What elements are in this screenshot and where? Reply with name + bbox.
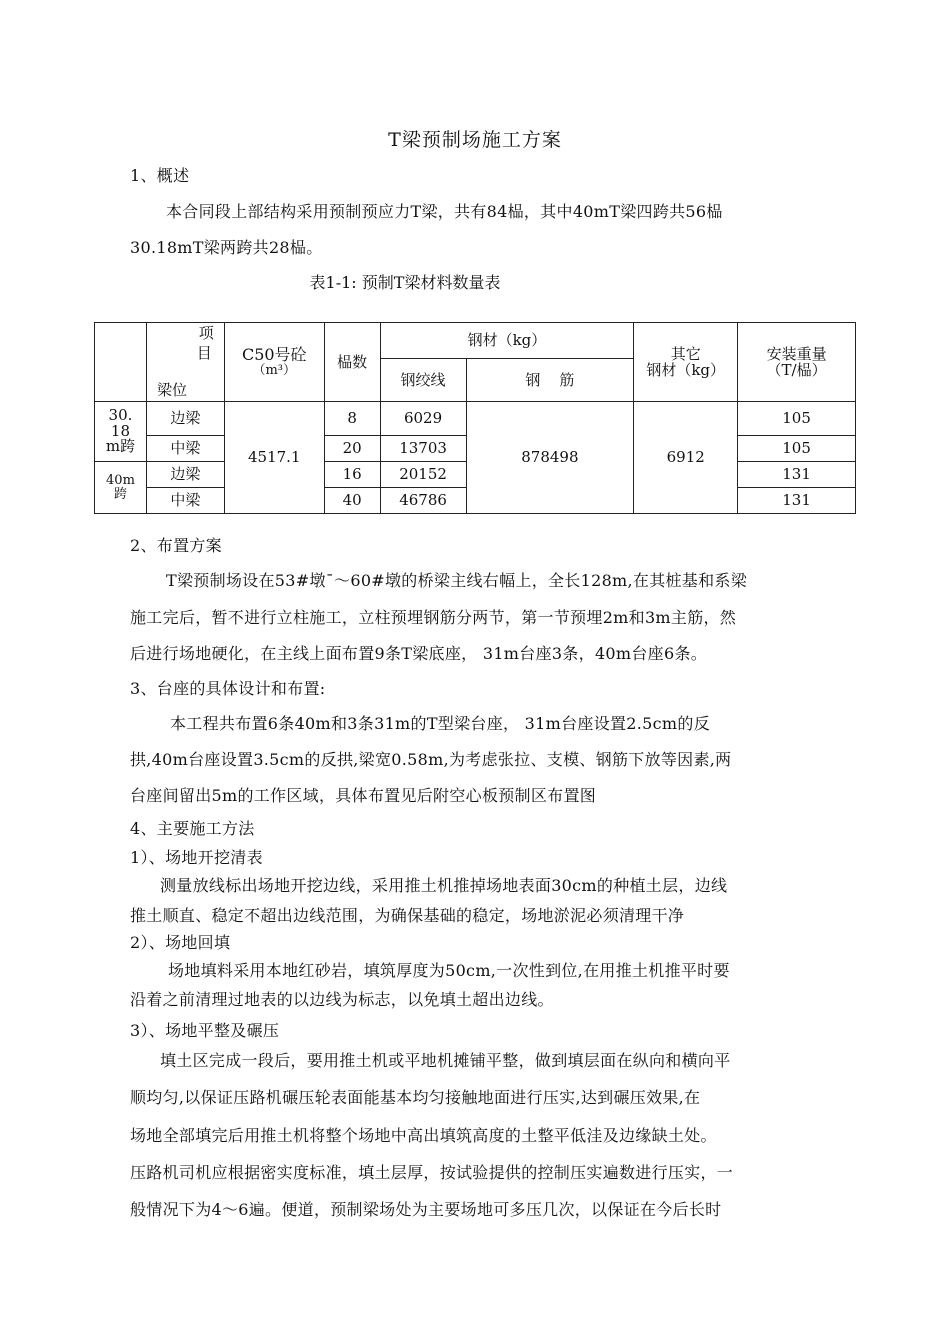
table-cell-position: 中梁 <box>146 436 224 462</box>
install-weight-label-1: 安装重量 <box>766 344 827 363</box>
span-40m-label: 40m跨 <box>106 472 135 502</box>
section3-line3: 台座间留出5m的工作区域，具体布置见后附空心板预制区布置图 <box>130 786 597 805</box>
table-cell-weight: 105 <box>738 436 856 462</box>
table-header-install-weight <box>738 323 856 402</box>
table-cell-other-total: 6912 <box>634 402 738 514</box>
subsection3-line5: 般情况下为4～6遍。便道，预制梁场处为主要场地可多压几次，以保证在今后长时 <box>130 1200 722 1219</box>
table-header-count: 榀数 <box>324 323 380 402</box>
table-span-40m <box>95 462 147 514</box>
table-header-rebar: 钢 筋 <box>466 359 634 402</box>
table-header-steel: 钢材（kg） <box>380 323 634 359</box>
subsection2-heading: 2）、场地回填 <box>130 933 231 952</box>
table-cell-position: 边梁 <box>146 402 224 436</box>
table-span-30m <box>95 402 147 462</box>
header-item-label: 项 <box>198 324 214 342</box>
subsection1-line2: 推土顺直、稳定不超出边线范围，为确保基础的稳定，场地淤泥必须清理干净 <box>130 906 685 925</box>
subsection3-line3: 场地全部填完后用推土机将整个场地中高出填筑高度的土整平低洼及边缘缺土处。 <box>130 1126 717 1145</box>
section1-paragraph-line1: 本合同段上部结构采用预制预应力T梁，共有84榀，其中40mT梁四跨共56榀 <box>166 202 723 221</box>
table-cell-weight: 131 <box>738 488 856 514</box>
table-caption: 表1-1: 预制T梁材料数量表 <box>309 273 501 292</box>
subsection2-line1: 场地填料采用本地红砂岩，填筑厚度为50cm,一次性到位,在用推土机推平时要 <box>168 961 730 980</box>
concrete-header-label: C50号砼 <box>241 345 307 365</box>
section2-heading: 2、布置方案 <box>130 536 222 555</box>
other-steel-label-2: 钢材（kg） <box>646 361 726 379</box>
table-cell-strand: 13703 <box>380 436 466 462</box>
section1-paragraph-line2: 30.18mT梁两跨共28榀。 <box>130 238 323 257</box>
table-header-strand: 钢绞线 <box>380 359 466 402</box>
table-cell-concrete-total: 4517.1 <box>224 402 324 514</box>
table-cell-position: 中梁 <box>146 488 224 514</box>
table-header-other-steel <box>634 323 738 402</box>
section3-line1: 本工程共布置6条40m和3条31m的T型梁台座， 31m台座设置2.5cm的反 <box>170 714 710 733</box>
other-steel-label-1: 其它 <box>670 344 701 363</box>
span-30m-label: 30.18m跨 <box>105 405 136 456</box>
subsection3-line1: 填土区完成一段后，要用推土机或平地机摊铺平整，做到填层面在纵向和横向平 <box>160 1051 731 1070</box>
section2-line3: 后进行场地硬化，在主线上面布置9条T梁底座， 31m台座3条，40m台座6条。 <box>130 644 708 663</box>
section3-heading: 3、台座的具体设计和布置: <box>130 679 326 698</box>
table-cell-weight: 105 <box>738 402 856 436</box>
table-cell-count: 40 <box>324 488 380 514</box>
subsection3-line4: 压路机司机应根据密实度标准，填土层厚，按试验提供的控制压实遍数进行压实，一 <box>130 1163 734 1182</box>
subsection3-heading: 3）、场地平整及碾压 <box>130 1021 280 1040</box>
concrete-header-unit: （m³） <box>252 362 297 378</box>
table-cell-weight: 131 <box>738 462 856 488</box>
table-cell-count: 8 <box>324 402 380 436</box>
subsection1-line1: 测量放线标出场地开挖边线，采用推土机推掉场地表面30cm的种植土层，边线 <box>160 876 728 895</box>
material-quantity-table <box>94 322 856 514</box>
subsection2-line2: 沿着之前清理过地表的以边线为标志，以免填土超出边线。 <box>130 990 554 1009</box>
section2-line1: T梁预制场设在53#墩¯～60#墩的桥梁主线右幅上，全长128m,在其桩基和系梁 <box>166 571 748 590</box>
table-header-concrete <box>224 323 324 402</box>
table-cell-count: 16 <box>324 462 380 488</box>
table-corner-empty <box>95 323 147 402</box>
section1-heading: 1、概述 <box>130 166 190 185</box>
table-cell-strand: 46786 <box>380 488 466 514</box>
header-mu-label: 目 <box>196 344 212 362</box>
table-cell-rebar-total: 878498 <box>466 402 634 514</box>
table-cell-strand: 6029 <box>380 402 466 436</box>
table-cell-position: 边梁 <box>146 462 224 488</box>
subsection3-line2: 顺均匀,以保证压路机碾压轮表面能基本均匀接触地面进行压实,达到碾压效果,在 <box>130 1088 701 1107</box>
table-cell-strand: 20152 <box>380 462 466 488</box>
document-title: T梁预制场施工方案 <box>388 129 562 151</box>
subsection1-heading: 1）、场地开挖清表 <box>130 848 263 867</box>
table-cell-count: 20 <box>324 436 380 462</box>
section4-heading: 4、主要施工方法 <box>130 819 255 838</box>
install-weight-label-2: （T/榀） <box>766 361 827 379</box>
table-header-item-position <box>146 323 224 402</box>
section2-line2: 施工完后，暂不进行立柱施工，立柱预埋钢筋分两节，第一节预埋2m和3m主筋，然 <box>130 608 737 627</box>
header-beam-position-label: 梁位 <box>156 380 187 399</box>
section3-line2: 拱,40m台座设置3.5cm的反拱,梁宽0.58m,为考虑张拉、支模、钢筋下放等因素,两 <box>130 750 732 769</box>
